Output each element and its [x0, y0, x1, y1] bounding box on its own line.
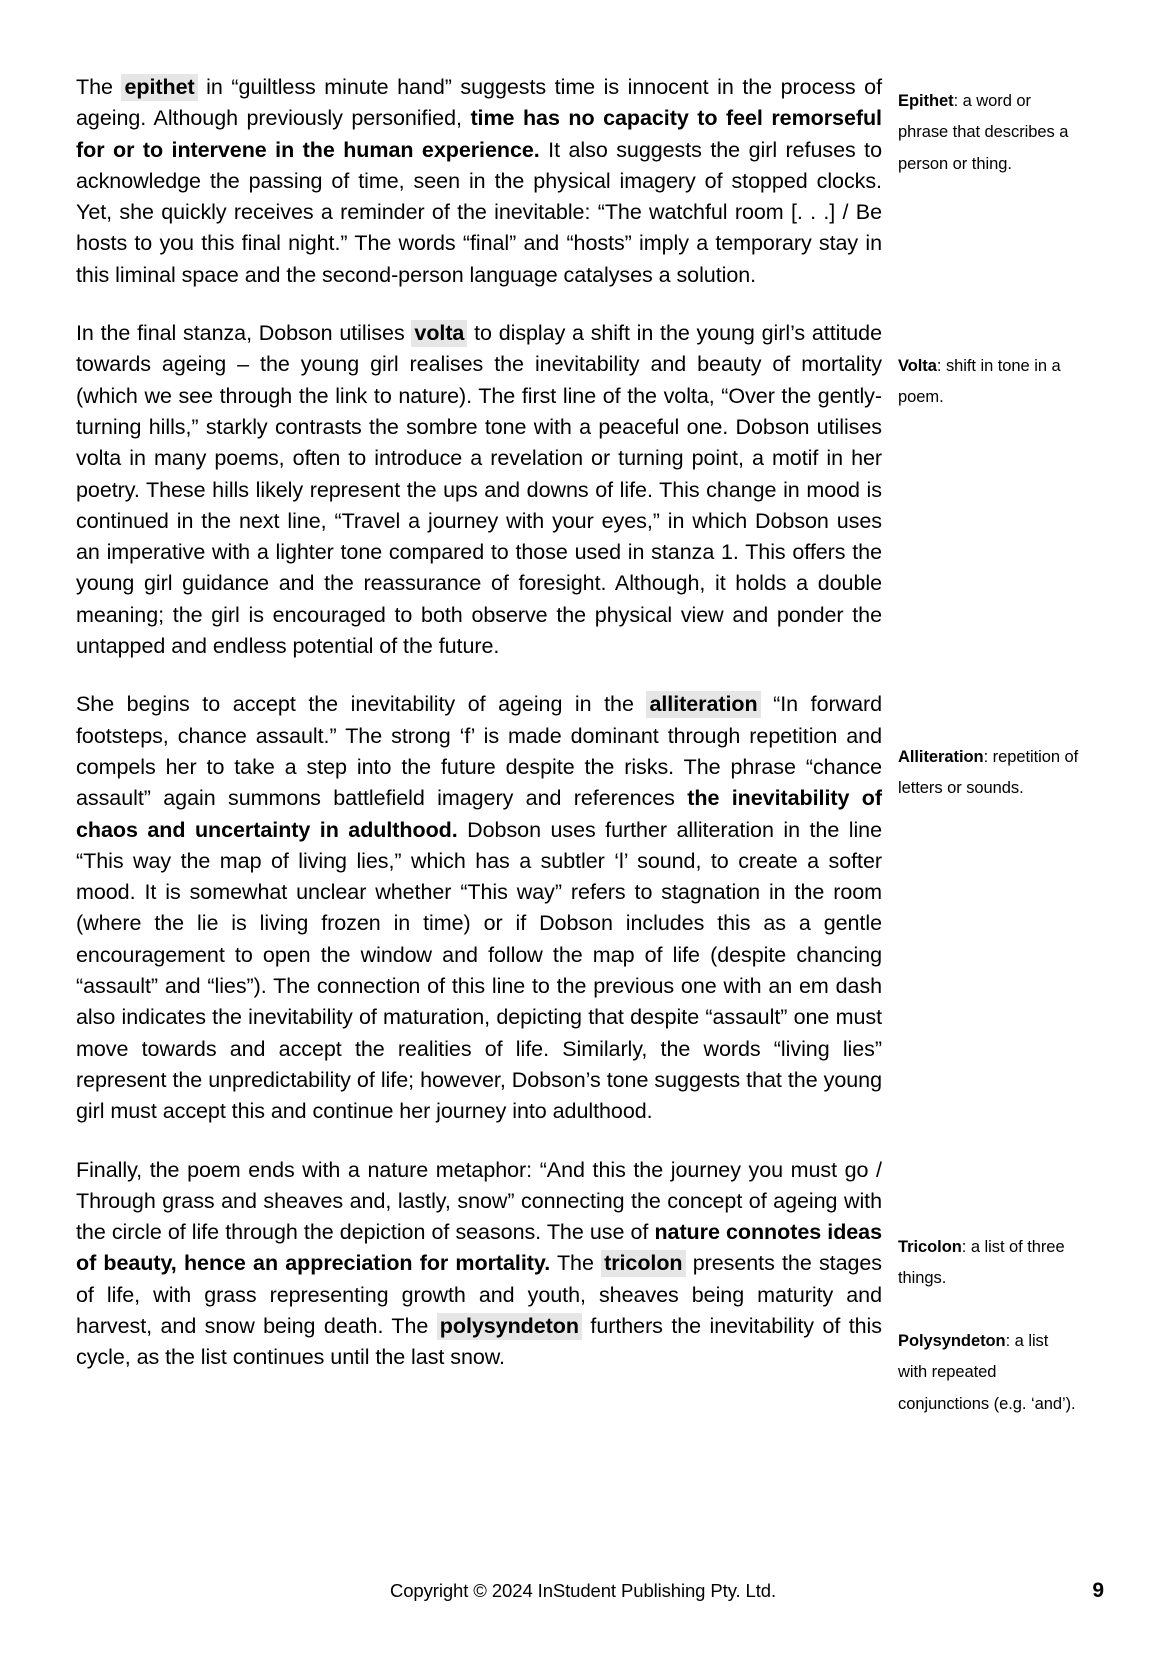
page-number: 9: [1092, 1579, 1104, 1602]
bold-emphasis: time has no capacity to feel remorseful for or to intervene in the human experience.: [76, 106, 882, 162]
bold-emphasis: nature connotes ideas of beauty, hence an appreciation for mortality.: [76, 1220, 882, 1276]
highlighted-term: alliteration: [646, 691, 760, 718]
margin-note-term: Tricolon: [898, 1238, 962, 1256]
margin-note-definition: : a list with repeated conjunctions (e.g. ‘and’).: [898, 1332, 1076, 1413]
footer-copyright: Copyright © 2024 InStudent Publishing Pty. Ltd.: [389, 1580, 777, 1601]
para-epithet: The epithet in “guiltless minute hand” suggests time is innocent in the process of ageing. Although previously personified, time has no capacity to feel remorseful for or to intervene in the human experience. It also suggests the girl refuses to acknowledge the passing of time, seen in the physical imagery of stopped clocks. Yet, she quickly receives a reminder of the inevitable: “The watchful room [. . .] / Be hosts to you this final night.” The words “final” and “hosts” imply a temporary stay in this liminal space and the second-person language catalyses a solution.: [76, 75, 882, 287]
margin-note-definition: : a word or phrase that describes a person or thing.: [898, 92, 1069, 173]
para-volta: In the final stanza, Dobson utilises volta to display a shift in the young girl’s attitude towards ageing – the young girl realises the inevitability and beauty of mortality (which we see through the link to nature). The first line of the volta, “Over the gently-turning hills,” starkly contrasts the sombre tone with a peaceful one. Dobson utilises volta in many poems, often to introduce a revelation or turning point, a motif in her poetry. These hills likely represent the ups and downs of life. This change in mood is continued in the next line, “Travel a journey with your eyes,” in which Dobson uses an imperative with a lighter tone compared to those used in stanza 1. This offers the young girl guidance and the reassurance of foresight. Although, it holds a double meaning; the girl is encouraged to both observe the physical view and ponder the untapped and endless potential of the future.: [76, 321, 882, 659]
highlighted-term: tricolon: [601, 1250, 685, 1277]
margin-note-term: Epithet: [898, 92, 954, 110]
highlighted-term: volta: [411, 320, 467, 347]
note-volta: [898, 351, 1080, 414]
margin-note-definition: : repetition of letters or sounds.: [898, 748, 1079, 798]
body-text-column: [76, 72, 882, 1374]
margin-note-term: Alliteration: [898, 748, 984, 766]
highlighted-term: epithet: [121, 74, 197, 101]
note-alliteration: [898, 742, 1080, 805]
page-footer: [0, 1576, 1166, 1606]
para-alliteration: She begins to accept the inevitability of ageing in the alliteration “In forward footsteps, chance assault.” The strong ‘f’ is made dominant through repetition and compels her to take a step into the future despite the risks. The phrase “chance assault” again summons battlefield imagery and references the inevitability of chaos and uncertainty in adulthood. Dobson uses further alliteration in the line “This way the map of living lies,” which has a subtler ‘l’ sound, to create a softer mood. It is somewhat unclear whether “This way” refers to stagnation in the room (where the lie is living frozen in time) or if Dobson includes this as a gentle encouragement to open the window and follow the map of life (despite chancing “assault” and “lies”). The connection of this line to the previous one with an em dash also indicates the inevitability of maturation, depicting that despite “assault” one must move towards and accept the realities of life. Similarly, the words “living lies” represent the unpredictability of life; however, Dobson’s tone suggests that the young girl must accept this and continue her journey into adulthood.: [76, 692, 883, 1124]
page-content: [76, 72, 1104, 1413]
note-polysyndeton: [898, 1326, 1080, 1420]
bold-emphasis: the inevitability of chaos and uncertainty in adulthood.: [76, 786, 882, 842]
note-epithet: [898, 86, 1080, 180]
para-tricolon: Finally, the poem ends with a nature metaphor: “And this the journey you must go / Through grass and sheaves and, lastly, snow” connecting the concept of ageing with the circle of life through the depiction of seasons. The use of nature connotes ideas of beauty, hence an appreciation for mortality. The tricolon presents the stages of life, with grass representing growth and youth, sheaves being maturity and harvest, and snow being death. The polysyndeton furthers the inevitability of this cycle, as the list continues until the last snow.: [76, 1157, 883, 1370]
margin-note-term: Volta: [898, 357, 937, 375]
highlighted-term: polysyndeton: [437, 1313, 582, 1340]
margin-note-term: Polysyndeton: [898, 1332, 1006, 1350]
note-tricolon: [898, 1232, 1080, 1295]
margin-note-definition: : shift in tone in a poem.: [898, 357, 1061, 407]
margin-note-definition: : a list of three things.: [898, 1238, 1065, 1288]
